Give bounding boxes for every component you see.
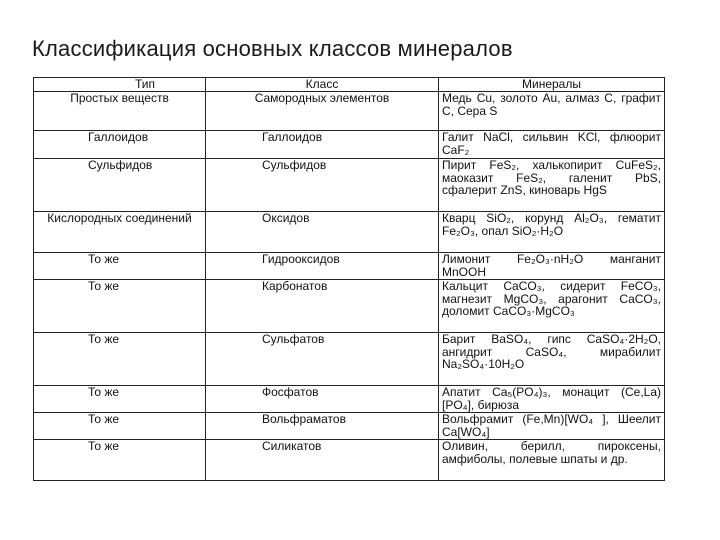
header-type: Тип xyxy=(34,78,206,92)
cell-class: Карбонатов xyxy=(206,280,439,333)
table-row xyxy=(34,386,665,413)
cell-type: То же xyxy=(34,280,206,333)
cell-minerals: Оливин, берилл, пироксены, амфиболы, полевые шпаты и др. xyxy=(439,440,665,481)
cell-minerals: Кварц SiO₂, корунд Al₂O₃, гематит Fe₂O₃, опал SiO₂·H₂O xyxy=(439,212,665,253)
table-row xyxy=(34,212,665,253)
cell-type: Простых веществ xyxy=(34,92,206,131)
cell-class: Сульфатов xyxy=(206,333,439,386)
cell-minerals: Пирит FeS₂, халькопирит CuFeS₂, маоказит FeS₂, галенит PbS, сфалерит ZnS, киноварь HgS xyxy=(439,159,665,212)
table-row xyxy=(34,440,665,481)
header-minerals: Минералы xyxy=(439,78,665,92)
cell-minerals: Апатит Ca₅(PO₄)₃, монацит (Ce,La)[PO₄], бирюза xyxy=(439,386,665,413)
cell-class: Самородных элементов xyxy=(206,92,439,131)
cell-minerals: Галит NaCl, сильвин KCl, флюорит CaF₂ xyxy=(439,131,665,159)
cell-type: Сульфидов xyxy=(34,159,206,212)
table-header-row xyxy=(34,78,665,92)
cell-minerals: Кальцит CaCO₃, сидерит FeCO₃, магнезит MgCO₃, арагонит CaCO₃, доломит CaCO₃·MgCO₃ xyxy=(439,280,665,333)
page-title: Классификация основных классов минералов xyxy=(32,36,513,61)
cell-class: Сульфидов xyxy=(206,159,439,212)
table-row xyxy=(34,280,665,333)
cell-class: Оксидов xyxy=(206,212,439,253)
cell-class: Фосфатов xyxy=(206,386,439,413)
cell-class: Силикатов xyxy=(206,440,439,481)
table-row xyxy=(34,333,665,386)
cell-type: Кислородных соединений xyxy=(34,212,206,253)
cell-type: То же xyxy=(34,333,206,386)
cell-minerals: Лимонит Fe₂O₃·nH₂O манганит MnOOH xyxy=(439,253,665,280)
table-row xyxy=(34,413,665,440)
cell-type: То же xyxy=(34,440,206,481)
table-row xyxy=(34,131,665,159)
minerals-classification-table xyxy=(33,77,665,481)
cell-type: То же xyxy=(34,413,206,440)
cell-minerals: Вольфрамит (Fe,Mn)[WO₄ ], Шеелит Ca[WO₄] xyxy=(439,413,665,440)
cell-class: Гидрооксидов xyxy=(206,253,439,280)
cell-minerals: Медь Cu, золото Au, алмаз C, графит C, Сера S xyxy=(439,92,665,131)
cell-class: Галлоидов xyxy=(206,131,439,159)
table-row xyxy=(34,159,665,212)
table-row xyxy=(34,92,665,131)
table-row xyxy=(34,253,665,280)
cell-type: То же xyxy=(34,253,206,280)
cell-class: Вольфраматов xyxy=(206,413,439,440)
header-class: Класс xyxy=(206,78,439,92)
cell-minerals: Барит BaSO₄, гипс CaSO₄·2H₂O, ангидрит CaSO₄, мирабилит Na₂SO₄·10H₂O xyxy=(439,333,665,386)
cell-type: То же xyxy=(34,386,206,413)
cell-type: Галлоидов xyxy=(34,131,206,159)
